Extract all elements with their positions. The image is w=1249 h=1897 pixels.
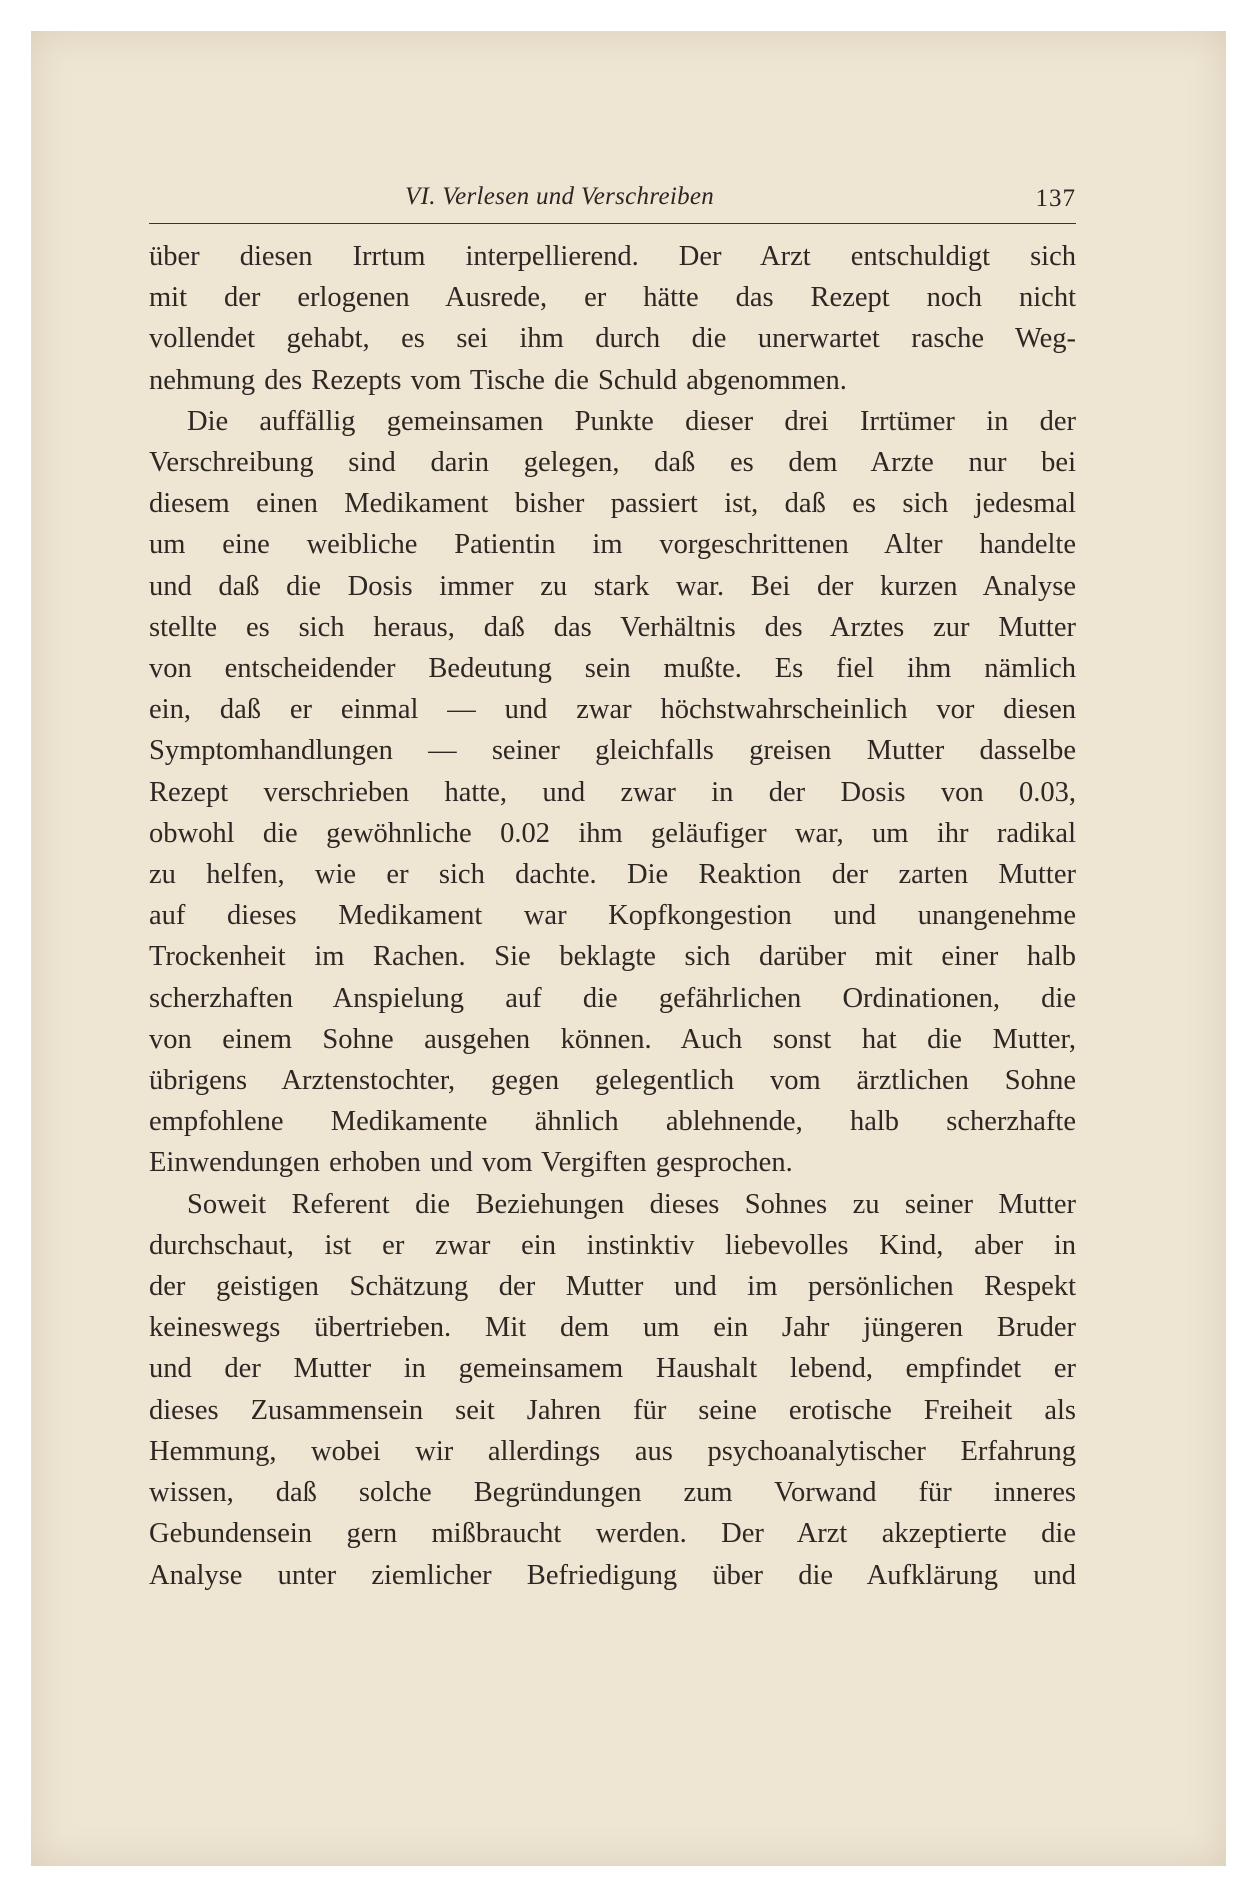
text-line: durchschaut, ist er zwar ein instinktiv liebevolles Kind, aber in	[149, 1229, 1076, 1261]
text-line: Symptomhandlungen — seiner gleichfalls greisen Mutter dasselbe	[149, 735, 1076, 767]
text-line: nehmung des Rezepts vom Tische die Schuld abgenommen.	[149, 364, 847, 396]
text-line: Einwendungen erhoben und vom Vergiften gesprochen.	[149, 1147, 793, 1179]
text-line: übrigens Arztenstochter, gegen gelegentlich vom ärztlichen Sohne	[149, 1065, 1076, 1097]
text-line: Soweit Referent die Beziehungen dieses Sohnes zu seiner Mutter	[187, 1188, 1076, 1220]
text-line: dieses Zusammensein seit Jahren für seine erotische Freiheit als	[149, 1394, 1076, 1426]
text-line: Gebundensein gern mißbraucht werden. Der Arzt akzeptierte die	[149, 1518, 1076, 1550]
text-line: ein, daß er einmal — und zwar höchstwahrscheinlich vor diesen	[149, 694, 1076, 726]
text-line: Analyse unter ziemlicher Befriedigung über die Aufklärung und	[149, 1559, 1076, 1591]
running-title: VI. Verlesen und Verschreiben	[405, 183, 715, 210]
book-page	[31, 31, 1226, 1866]
text-line: Hemmung, wobei wir allerdings aus psychoanalytischer Erfahrung	[149, 1435, 1076, 1467]
text-line: diesem einen Medikament bisher passiert ist, daß es sich jedesmal	[149, 488, 1076, 520]
text-line: über diesen Irrtum interpellierend. Der Arzt entschuldigt sich	[149, 241, 1076, 272]
text-line: um eine weibliche Patientin im vorgeschrittenen Alter handelte	[149, 529, 1076, 561]
text-line: obwohl die gewöhnliche 0.02 ihm geläufiger war, um ihr radikal	[149, 817, 1076, 849]
text-line: keineswegs übertrieben. Mit dem um ein Jahr jüngeren Bruder	[149, 1312, 1076, 1344]
text-line: von entscheidender Bedeutung sein mußte. Es fiel ihm nämlich	[149, 653, 1076, 685]
running-header	[149, 181, 1076, 224]
text-line: von einem Sohne ausgehen können. Auch sonst hat die Mutter,	[149, 1023, 1076, 1055]
text-line: Verschreibung sind darin gelegen, daß es dem Arzte nur bei	[149, 447, 1076, 479]
text-line: auf dieses Medikament war Kopfkongestion und unangenehme	[149, 900, 1076, 932]
text-line: Trockenheit im Rachen. Sie beklagte sich darüber mit einer halb	[149, 941, 1076, 973]
text-line: und der Mutter in gemeinsamem Haushalt lebend, empfindet er	[149, 1353, 1076, 1385]
text-line: stellte es sich heraus, daß das Verhältnis des Arztes zur Mutter	[149, 611, 1076, 643]
page-number: 137	[1035, 185, 1076, 212]
page-content	[149, 181, 1076, 1596]
text-line: empfohlene Medikamente ähnlich ablehnende, halb scherzhafte	[149, 1106, 1076, 1138]
text-line: wissen, daß solche Begründungen zum Vorwand für inneres	[149, 1477, 1076, 1509]
text-line: zu helfen, wie er sich dachte. Die Reaktion der zarten Mutter	[149, 859, 1076, 891]
text-line: der geistigen Schätzung der Mutter und im persönlichen Respekt	[149, 1271, 1076, 1303]
text-line: scherzhaften Anspielung auf die gefährlichen Ordinationen, die	[149, 982, 1076, 1014]
text-line: und daß die Dosis immer zu stark war. Bei der kurzen Analyse	[149, 570, 1076, 602]
body-text	[149, 236, 1076, 1596]
text-line: mit der erlogenen Ausrede, er hätte das Rezept noch nicht	[149, 282, 1076, 314]
text-line: Rezept verschrieben hatte, und zwar in der Dosis von 0.03,	[149, 776, 1076, 808]
text-line: Die auffällig gemeinsamen Punkte dieser drei Irrtümer in der	[187, 405, 1076, 437]
text-line: vollendet gehabt, es sei ihm durch die unerwartet rasche Weg-	[149, 323, 1076, 355]
